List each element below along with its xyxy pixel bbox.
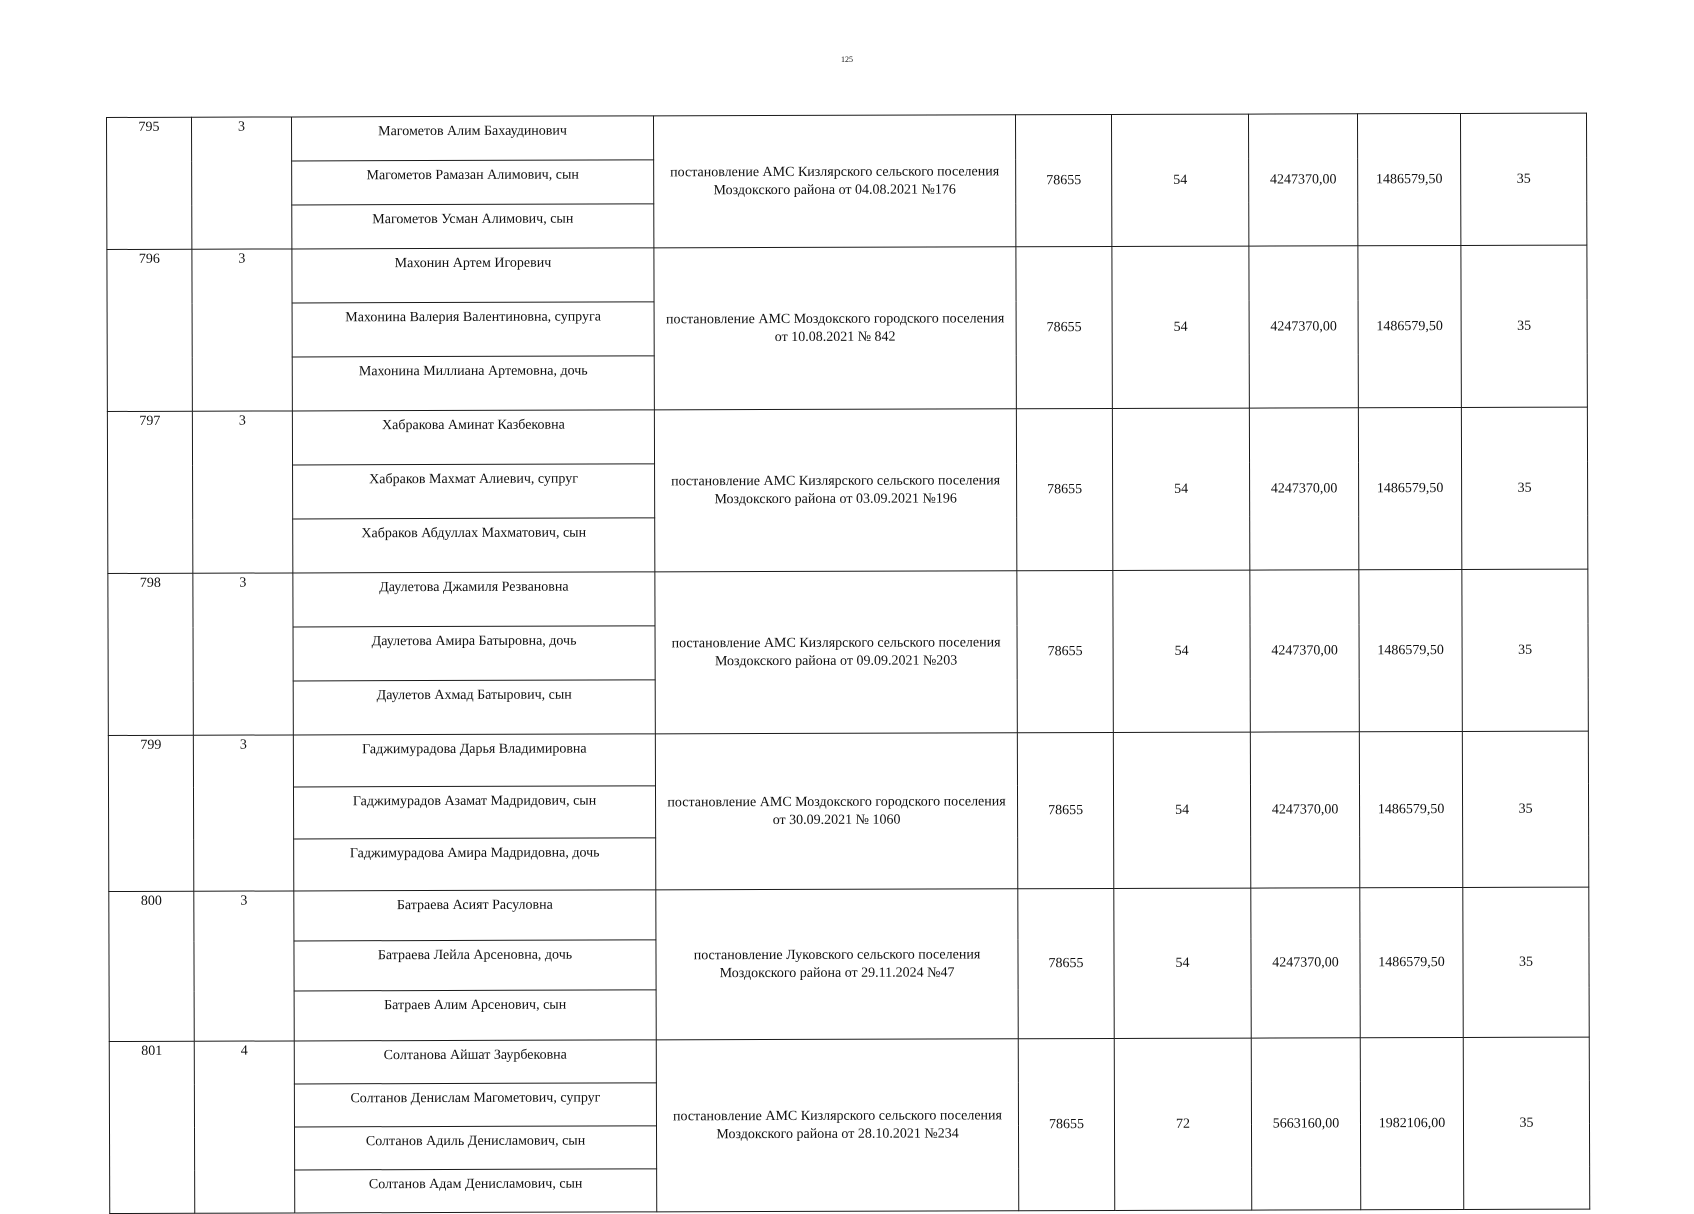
decree-reference: постановление АМС Моздокского городского поселения от 10.08.2021 № 842 (654, 247, 1016, 410)
table-row (107, 407, 1587, 465)
page-number: 125 (841, 55, 853, 64)
decree-reference: постановление Луковского сельского поселения Моздокского района от 29.11.2024 №47 (656, 889, 1018, 1040)
value-2: 54 (1112, 408, 1249, 570)
decree-reference: постановление АМС Кизлярского сельского поселения Моздокского района от 03.09.2021 №196 (654, 409, 1016, 572)
family-size: 3 (192, 249, 292, 411)
value-2: 54 (1111, 114, 1248, 246)
decree-reference: постановление АМС Моздокского городского поселения от 30.09.2021 № 1060 (655, 733, 1017, 890)
family-member: Даулетова Амира Батыровна, дочь (293, 626, 655, 681)
value-4: 1486579,50 (1359, 569, 1462, 731)
value-4: 1486579,50 (1359, 731, 1462, 887)
row-number: 796 (107, 249, 192, 411)
value-1: 78655 (1016, 247, 1112, 409)
decree-reference: постановление АМС Кизлярского сельского поселения Моздокского района от 28.10.2021 №234 (656, 1039, 1019, 1212)
family-member: Хабракова Аминат Казбековна (292, 410, 654, 465)
value-2: 54 (1112, 246, 1249, 408)
decree-reference: постановление АМС Кизлярского сельского поселения Моздокского района от 09.09.2021 №203 (655, 571, 1017, 734)
table-row (108, 731, 1588, 787)
value-5: 35 (1461, 245, 1587, 407)
value-3: 4247370,00 (1249, 246, 1358, 408)
row-number: 799 (108, 735, 193, 891)
table-row (109, 887, 1589, 941)
value-5: 35 (1461, 407, 1587, 569)
family-member: Батраева Асият Расуловна (294, 890, 656, 941)
value-3: 4247370,00 (1250, 732, 1359, 888)
family-member: Даулетов Ахмад Батырович, сын (293, 680, 655, 735)
family-member: Гаджимурадов Азамат Мадридович, сын (293, 786, 655, 839)
table-row (107, 113, 1587, 161)
value-5: 35 (1460, 113, 1586, 245)
family-member: Солтанова Айшат Заурбековна (294, 1040, 656, 1084)
family-member: Батраева Лейла Арсеновна, дочь (294, 940, 656, 991)
value-2: 54 (1113, 732, 1250, 888)
registry-body (107, 113, 1590, 1213)
family-member: Хабраков Абдуллах Махматович, сын (293, 518, 655, 573)
value-4: 1486579,50 (1358, 407, 1461, 569)
family-member: Даулетова Джамиля Резвановна (293, 572, 655, 627)
family-size: 4 (194, 1041, 295, 1213)
table-row (109, 1037, 1589, 1084)
value-2: 72 (1114, 1038, 1252, 1210)
family-member: Гаджимурадова Дарья Владимировна (293, 734, 655, 787)
family-member: Солтанов Адам Денисламович, сын (295, 1169, 657, 1213)
value-1: 78655 (1015, 115, 1111, 247)
family-member: Солтанов Денислам Магометович, супруг (294, 1083, 656, 1127)
row-number: 797 (107, 411, 192, 573)
value-1: 78655 (1016, 409, 1112, 571)
value-4: 1982106,00 (1360, 1037, 1464, 1209)
value-1: 78655 (1017, 571, 1113, 733)
registry-table (106, 113, 1590, 1214)
value-4: 1486579,50 (1360, 887, 1463, 1037)
value-1: 78655 (1018, 889, 1114, 1039)
value-1: 78655 (1018, 1039, 1115, 1211)
family-member: Хабраков Махмат Алиевич, супруг (293, 464, 655, 519)
family-size: 3 (194, 891, 294, 1041)
row-number: 795 (107, 117, 192, 249)
row-number: 798 (108, 573, 193, 735)
family-member: Махонин Артем Игоревич (292, 248, 654, 303)
value-3: 4247370,00 (1248, 114, 1357, 246)
family-size: 3 (193, 735, 293, 891)
value-3: 5663160,00 (1251, 1038, 1361, 1210)
value-5: 35 (1462, 731, 1588, 887)
table-row (107, 245, 1587, 303)
value-4: 1486579,50 (1357, 113, 1460, 245)
family-member: Батраев Алим Арсенович, сын (294, 990, 656, 1041)
value-5: 35 (1463, 887, 1589, 1037)
row-number: 801 (109, 1041, 195, 1213)
table-row (108, 569, 1588, 627)
family-member: Махонина Валерия Валентиновна, супруга (292, 302, 654, 357)
decree-reference: постановление АМС Кизлярского сельского поселения Моздокского района от 04.08.2021 №176 (653, 115, 1015, 248)
value-5: 35 (1463, 1037, 1590, 1209)
value-1: 78655 (1017, 733, 1113, 889)
value-2: 54 (1113, 570, 1250, 732)
family-member: Махонина Миллиана Артемовна, дочь (292, 356, 654, 411)
family-member: Магометов Алим Бахаудинович (292, 116, 654, 161)
value-3: 4247370,00 (1249, 408, 1358, 570)
family-member: Гаджимурадова Амира Мадридовна, дочь (294, 838, 656, 891)
family-member: Магометов Усман Алимович, сын (292, 204, 654, 249)
family-size: 3 (193, 573, 293, 735)
row-number: 800 (109, 891, 194, 1041)
family-member: Магометов Рамазан Алимович, сын (292, 160, 654, 205)
family-size: 3 (192, 117, 292, 249)
value-4: 1486579,50 (1358, 245, 1461, 407)
family-size: 3 (192, 411, 292, 573)
family-member: Солтанов Адиль Денисламович, сын (294, 1126, 656, 1170)
value-3: 4247370,00 (1250, 570, 1359, 732)
value-5: 35 (1462, 569, 1588, 731)
value-2: 54 (1114, 888, 1251, 1038)
value-3: 4247370,00 (1251, 888, 1360, 1038)
